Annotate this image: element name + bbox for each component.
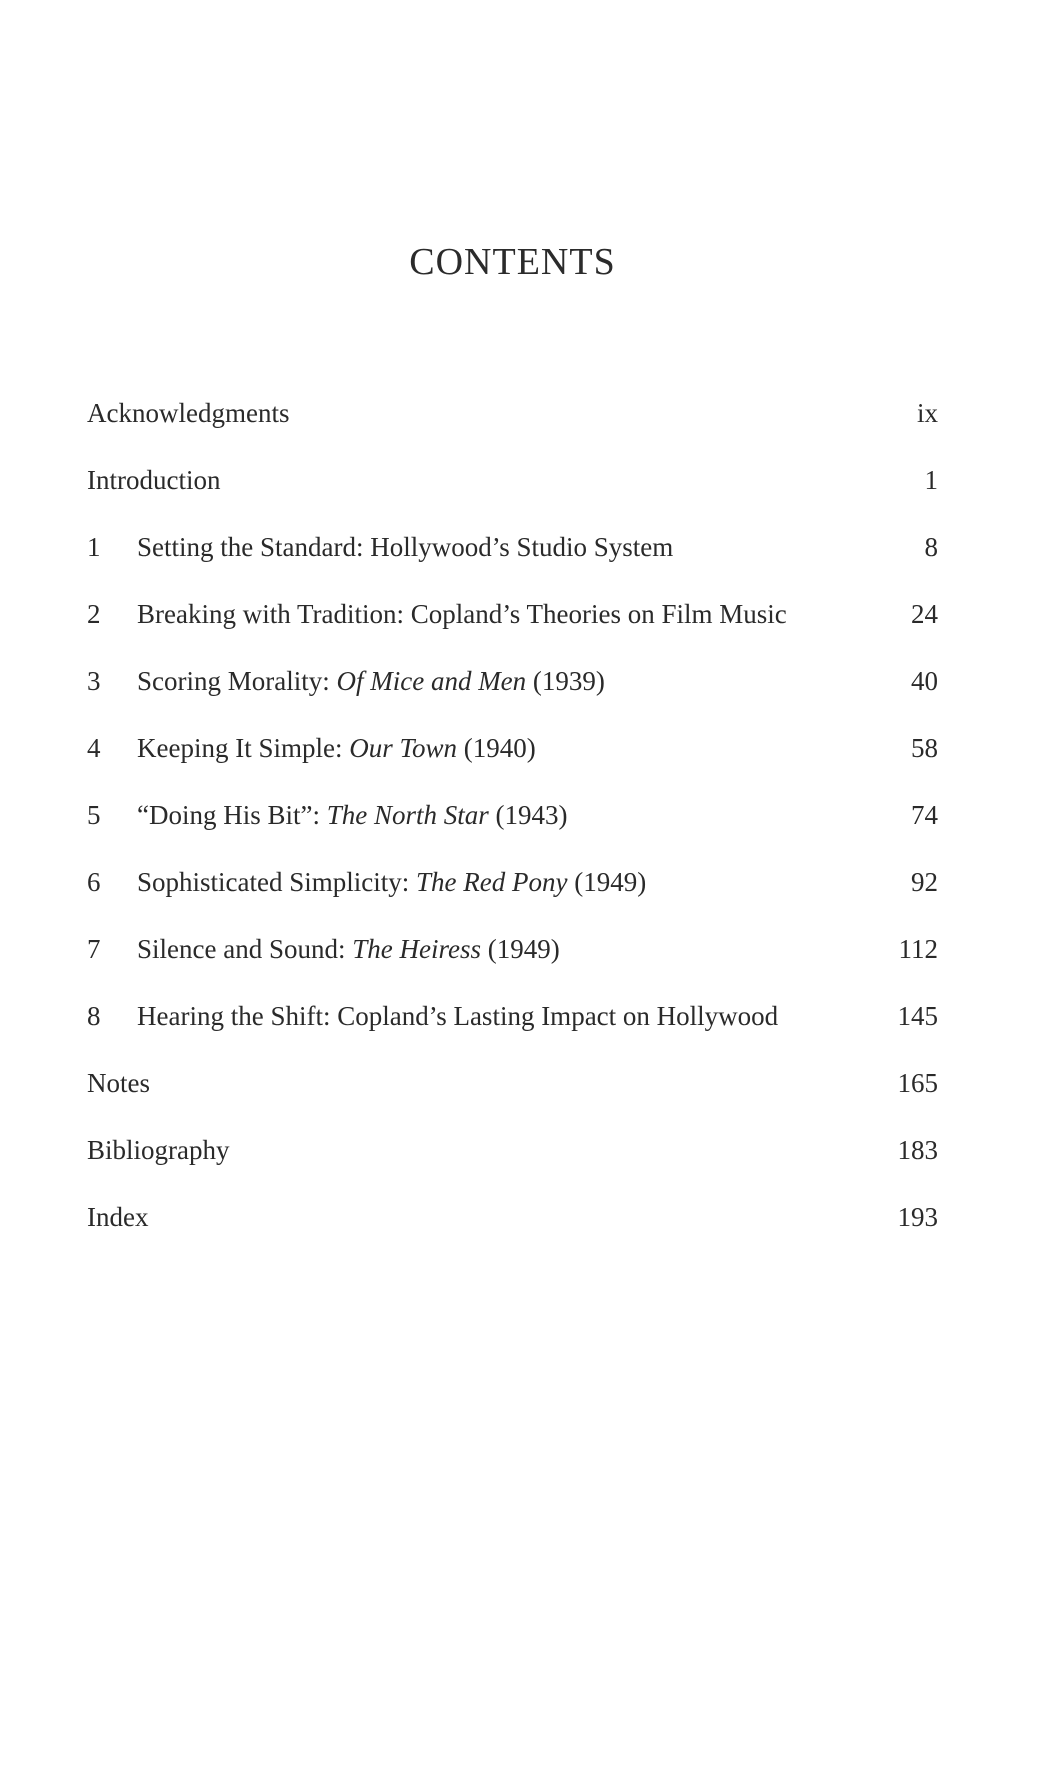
toc-entry-title xyxy=(87,1199,148,1235)
toc-title-text: Scoring Morality: xyxy=(137,666,337,696)
toc-entry-page: 40 xyxy=(911,666,938,696)
toc-title-italic: Of Mice and Men xyxy=(336,666,527,696)
toc-entry-number: 2 xyxy=(87,599,101,629)
toc-entry-chapter-1 xyxy=(87,529,938,596)
toc-entry-number: 4 xyxy=(87,733,101,763)
toc-entry-number: 3 xyxy=(87,666,101,696)
toc-entry-page: 58 xyxy=(911,733,938,763)
toc-title-italic: The Heiress xyxy=(352,934,481,964)
toc-entry-acknowledgments xyxy=(87,395,938,462)
toc-entry-page: 92 xyxy=(911,867,938,897)
toc-entry-page: 183 xyxy=(897,1135,938,1165)
toc-entry-title xyxy=(137,663,605,699)
toc-entry-page: 1 xyxy=(924,465,938,495)
toc-entry-title xyxy=(137,797,568,833)
toc-entry-introduction xyxy=(87,462,938,529)
toc-title-text: Sophisticated Simplicity: xyxy=(137,867,416,897)
toc-entry-notes xyxy=(87,1065,938,1132)
toc-entry-number: 1 xyxy=(87,532,101,562)
toc-entry-page: 74 xyxy=(911,800,938,830)
toc-title-after: (1939) xyxy=(526,666,605,696)
toc-entry-title xyxy=(137,998,778,1034)
toc-title-text: Notes xyxy=(87,1068,150,1098)
toc-title-italic: The Red Pony xyxy=(416,867,568,897)
toc-entry-title xyxy=(137,596,787,632)
toc-entry-title xyxy=(137,864,646,900)
toc-entry-index xyxy=(87,1199,938,1266)
toc-title-text: Silence and Sound: xyxy=(137,934,353,964)
toc-entry-page: 112 xyxy=(898,934,938,964)
toc-title-text: Breaking with Tradition: Copland’s Theories on Film Music xyxy=(137,599,787,629)
toc-title-text: Index xyxy=(87,1202,149,1232)
toc-title-after: (1943) xyxy=(488,800,568,830)
page-title: CONTENTS xyxy=(409,241,616,283)
toc-entry-title xyxy=(137,730,536,766)
table-of-contents xyxy=(87,395,938,1266)
toc-entry-chapter-6 xyxy=(87,864,938,931)
toc-entry-title xyxy=(87,1132,230,1168)
toc-title-text: Acknowledgments xyxy=(87,398,290,428)
toc-entry-bibliography xyxy=(87,1132,938,1199)
toc-title-text: Hearing the Shift: Copland’s Lasting Impact on Hollywood xyxy=(137,1001,779,1031)
toc-title-italic: Our Town xyxy=(349,733,458,763)
toc-entry-page: 8 xyxy=(924,532,938,562)
toc-entry-chapter-3 xyxy=(87,663,938,730)
toc-entry-title xyxy=(87,1065,150,1101)
toc-entry-chapter-4 xyxy=(87,730,938,797)
toc-entry-title xyxy=(137,529,673,565)
toc-entry-number: 5 xyxy=(87,800,101,830)
toc-title-text: “Doing His Bit”: xyxy=(137,800,327,830)
toc-entry-title xyxy=(87,395,289,431)
toc-entry-page: 193 xyxy=(897,1202,938,1232)
toc-entry-chapter-7 xyxy=(87,931,938,998)
toc-entry-chapter-5 xyxy=(87,797,938,864)
toc-title-text: Setting the Standard: Hollywood’s Studio System xyxy=(137,532,674,562)
toc-title-text: Bibliography xyxy=(87,1135,230,1165)
toc-title-after: (1949) xyxy=(480,934,560,964)
toc-entry-title xyxy=(87,462,220,498)
toc-entry-chapter-8 xyxy=(87,998,938,1065)
toc-entry-page: 24 xyxy=(911,599,938,629)
toc-entry-chapter-2 xyxy=(87,596,938,663)
toc-entry-number: 6 xyxy=(87,867,101,897)
toc-entry-title xyxy=(137,931,560,967)
toc-title-text: Introduction xyxy=(87,465,221,495)
toc-entry-number: 7 xyxy=(87,934,101,964)
toc-entry-page: 145 xyxy=(897,1001,938,1031)
toc-title-after: (1940) xyxy=(457,733,536,763)
toc-title-italic: The North Star xyxy=(326,800,489,830)
toc-entry-number: 8 xyxy=(87,1001,101,1031)
toc-entry-page: ix xyxy=(916,398,938,428)
toc-title-text: Keeping It Simple: xyxy=(137,733,350,763)
toc-title-after: (1949) xyxy=(567,867,647,897)
toc-entry-page: 165 xyxy=(897,1068,938,1098)
